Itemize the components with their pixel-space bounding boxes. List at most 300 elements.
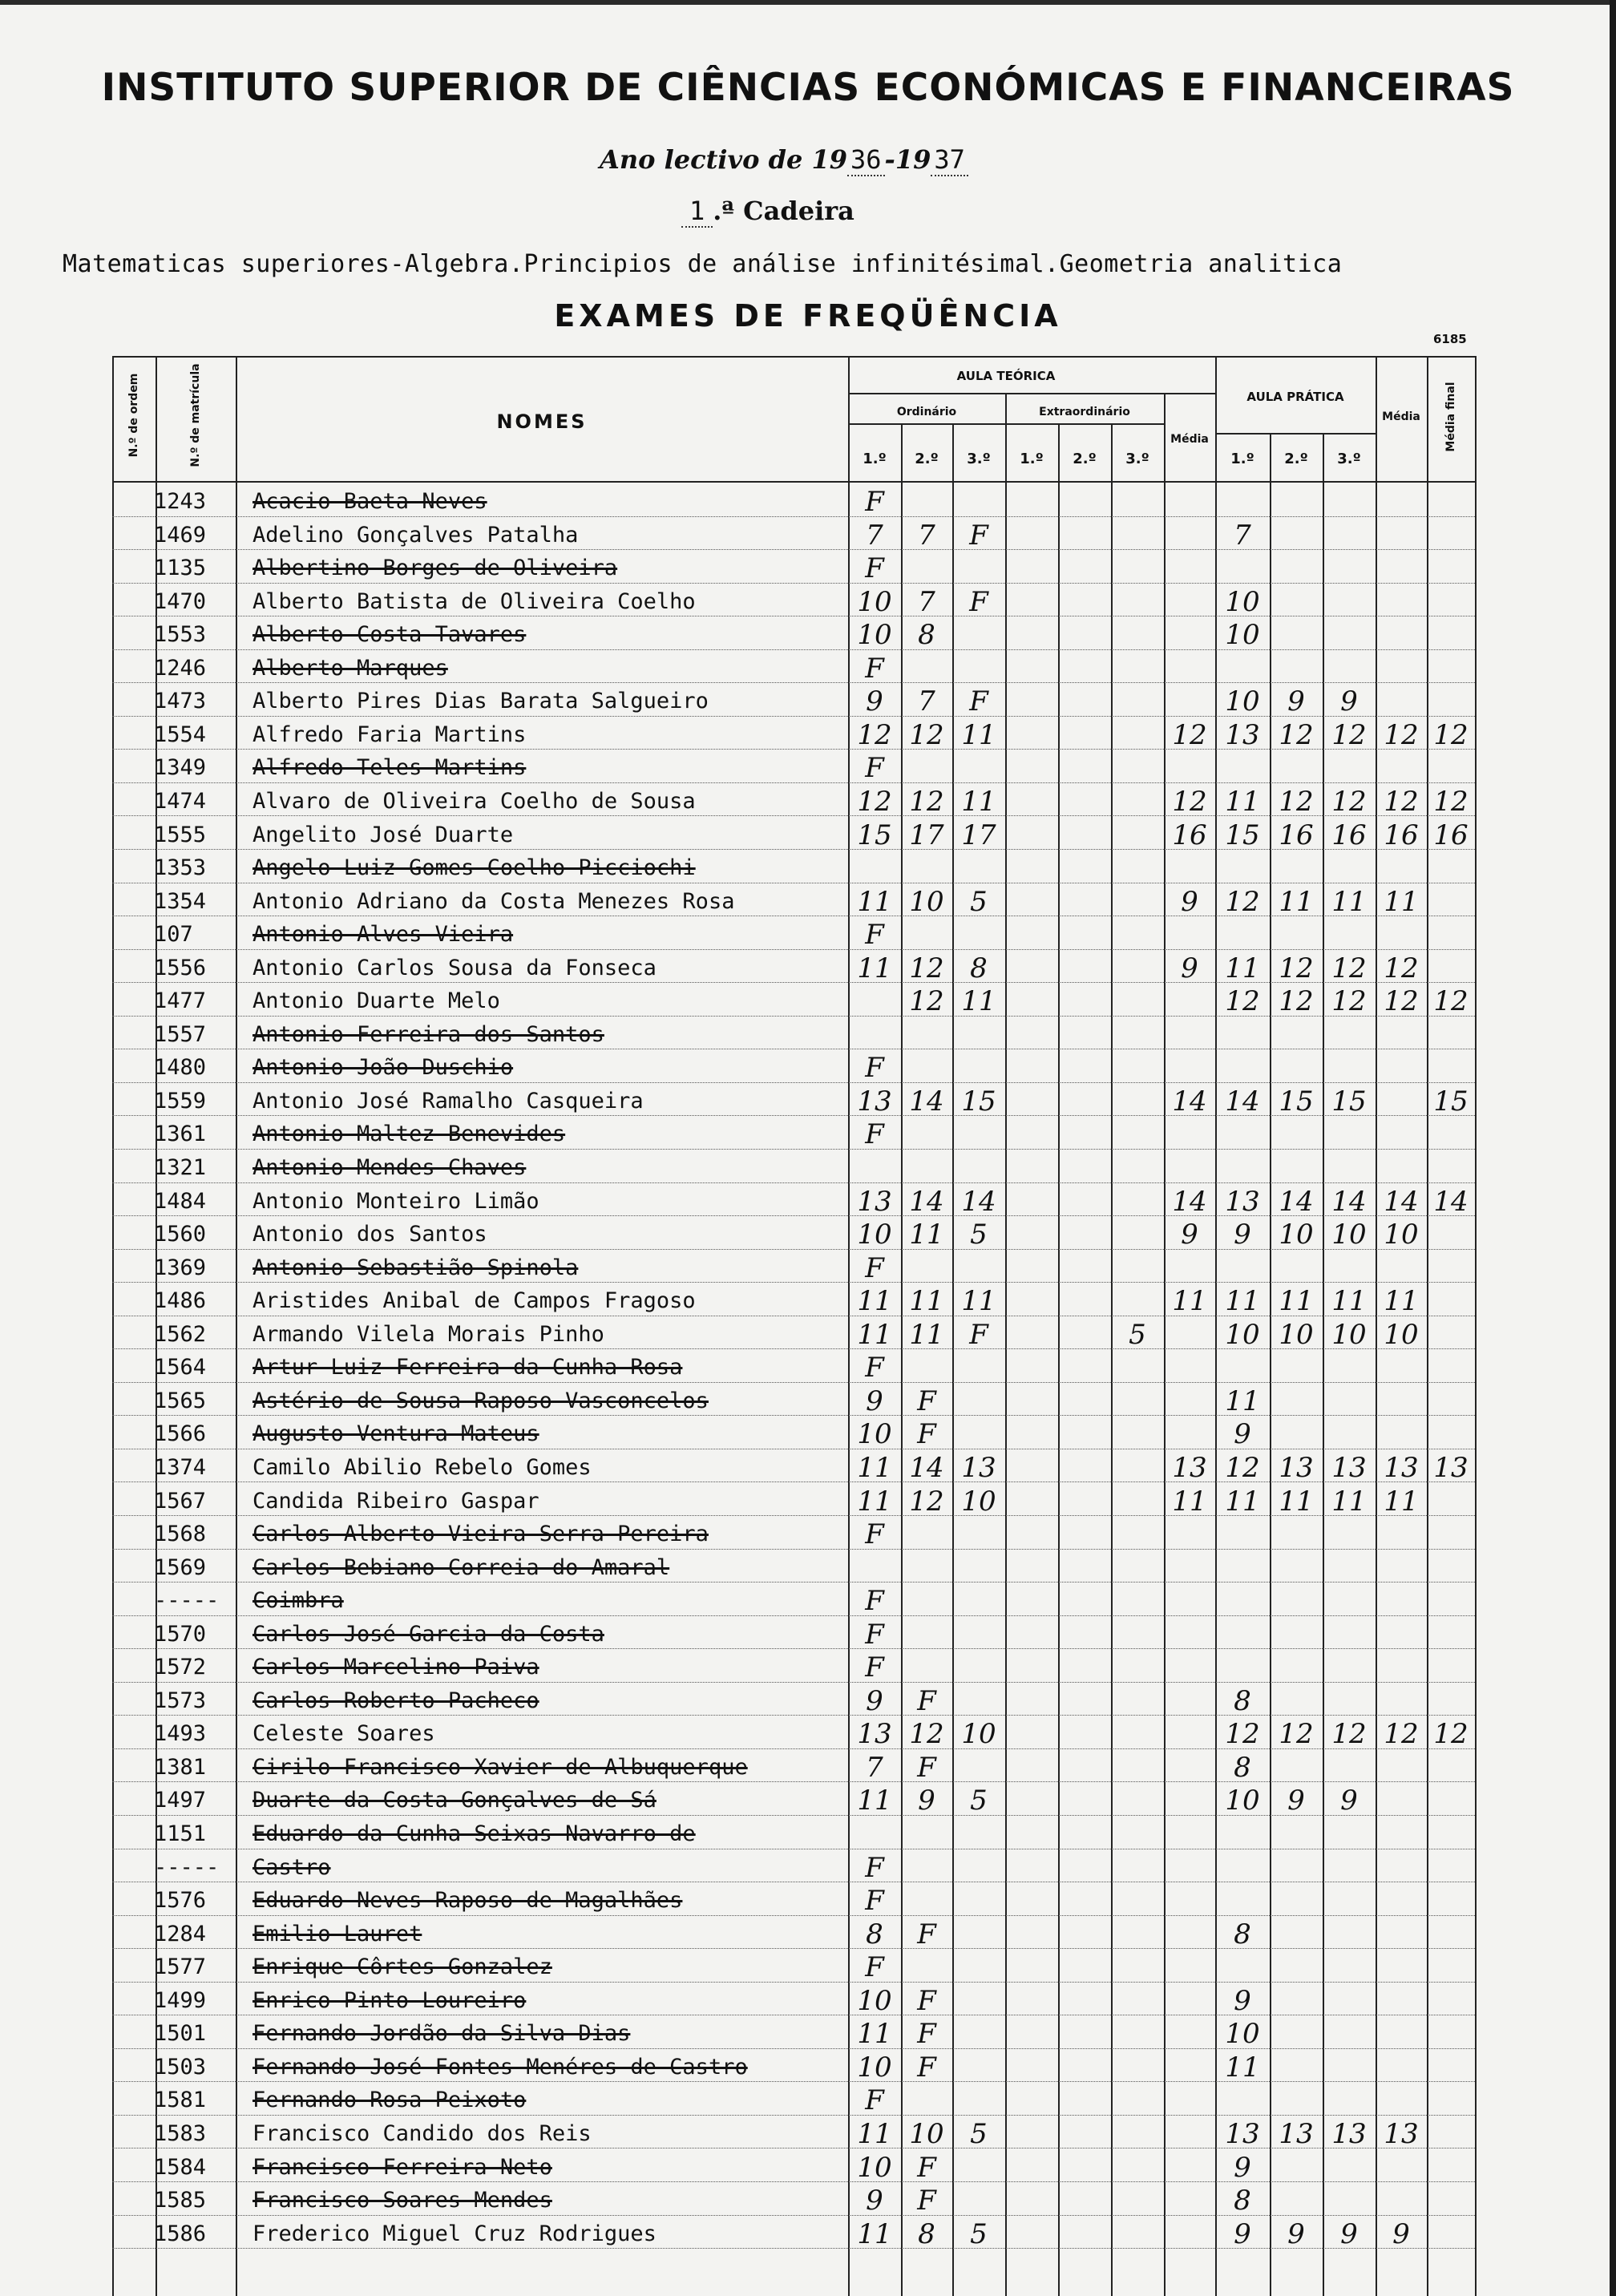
grade-p1: 15	[1225, 819, 1260, 851]
student-name: Alvaro de Oliveira Coelho de Sousa	[252, 788, 696, 814]
grade-o1: 11	[857, 1785, 892, 1817]
student-name: Antonio Adriano da Costa Menezes Rosa	[252, 888, 735, 914]
grade-o1: F	[865, 1352, 884, 1384]
table-row	[112, 583, 1475, 617]
grade-p2: 11	[1279, 1285, 1314, 1318]
grade-o1: F	[865, 1885, 884, 1918]
grade-o3: F	[969, 585, 988, 618]
grade-o2: F	[917, 2051, 936, 2084]
grade-m: 9	[1181, 885, 1198, 918]
grade-pm: 16	[1384, 819, 1419, 851]
grade-p2: 16	[1279, 819, 1314, 851]
grade-o1: 11	[857, 1285, 892, 1318]
matricula-number: 1243	[154, 489, 207, 514]
matricula-number: -----	[154, 1588, 220, 1614]
table-row	[112, 2148, 1475, 2183]
matricula-number: 1470	[154, 588, 207, 614]
matricula-number: 1557	[154, 1021, 207, 1047]
grade-pm: 11	[1384, 885, 1419, 918]
matricula-number: 1284	[154, 1921, 207, 1946]
col-header-nomes: NOMES	[496, 410, 588, 433]
matricula-number: 1361	[154, 1122, 207, 1147]
table-row	[112, 549, 1475, 584]
student-name: Enrique Côrtes Gonzalez	[252, 1954, 552, 1980]
grade-mf: 12	[1433, 718, 1469, 751]
matricula-number: 1562	[154, 1321, 207, 1347]
col-header-media-pratica: Média	[1382, 410, 1420, 423]
table-row	[112, 2215, 1475, 2250]
grade-p3: 12	[1331, 785, 1367, 818]
grade-p2: 9	[1287, 1785, 1305, 1817]
table-row	[112, 1715, 1475, 1749]
grade-o1: F	[865, 1052, 884, 1085]
student-name: Astério de Sousa Raposo Vasconcelos	[252, 1388, 709, 1413]
table-row	[112, 1115, 1475, 1150]
grade-p1: 9	[1234, 1418, 1251, 1451]
year-sep: -19	[884, 144, 931, 175]
grade-o2: 9	[918, 1785, 935, 1817]
grade-o2: 10	[909, 2117, 944, 2150]
grade-p2: 14	[1279, 1185, 1314, 1218]
grade-o1: 7	[866, 519, 883, 552]
student-name: Antonio Duarte Melo	[252, 988, 500, 1014]
grade-o3: 15	[961, 1085, 996, 1118]
grade-p1: 10	[1225, 619, 1260, 652]
sub-header-o2: 2.º	[915, 451, 939, 467]
grade-o1: 12	[857, 718, 892, 751]
student-name: Castro	[252, 1854, 331, 1880]
matricula-number: 1584	[154, 2154, 207, 2180]
student-name: Antonio João Duschio	[252, 1055, 514, 1081]
grade-o3: 14	[961, 1185, 996, 1218]
grade-o3: 11	[961, 1285, 996, 1318]
table-row	[112, 2081, 1475, 2116]
grade-o3: 13	[961, 1451, 996, 1484]
grade-o3: 10	[961, 1485, 996, 1518]
grade-o2: 11	[909, 1285, 944, 1318]
table-row	[112, 1382, 1475, 1417]
grade-mf: 12	[1433, 985, 1469, 1018]
student-name: Angelito José Duarte	[252, 822, 514, 847]
grade-o3: 11	[961, 985, 996, 1018]
student-name: Artur Luiz Ferreira da Cunha Rosa	[252, 1355, 683, 1380]
grade-p1: 8	[1234, 1751, 1251, 1784]
grade-p2: 11	[1279, 885, 1314, 918]
grade-o2: 8	[918, 2217, 935, 2250]
matricula-number: 1477	[154, 988, 207, 1014]
student-name: Alberto Costa Tavares	[252, 622, 527, 648]
grade-o1: F	[865, 1518, 884, 1551]
grade-o1: 7	[866, 1751, 883, 1784]
grade-p2: 9	[1287, 2217, 1305, 2250]
grade-o1: 12	[857, 785, 892, 818]
table-row	[112, 1815, 1475, 1849]
col-header-matricula: N.º de matrícula	[189, 363, 202, 467]
table-row	[112, 716, 1475, 750]
grade-p1: 11	[1225, 952, 1260, 984]
grade-o1: F	[865, 1651, 884, 1684]
grade-p3: 13	[1331, 1451, 1367, 1484]
form-number: 6185	[1433, 332, 1467, 346]
grade-o3: 11	[961, 785, 996, 818]
student-name: Coimbra	[252, 1588, 344, 1614]
scan-edge-right	[1610, 0, 1616, 2296]
grade-o1: F	[865, 1585, 884, 1618]
grade-p1: 12	[1225, 1718, 1260, 1751]
matricula-number: 1503	[154, 2054, 207, 2080]
table-row	[112, 649, 1475, 684]
grade-o3: 5	[970, 1219, 988, 1251]
student-name: Antonio Monteiro Limão	[252, 1188, 539, 1214]
grade-o1: 11	[857, 952, 892, 984]
grade-p1: 8	[1234, 1918, 1251, 1950]
table-row	[112, 483, 1475, 517]
grade-pm: 12	[1384, 985, 1419, 1018]
grade-o1: 10	[857, 1418, 892, 1451]
grade-o1: F	[865, 919, 884, 952]
grade-p1: 13	[1225, 718, 1260, 751]
grade-o1: F	[865, 486, 884, 518]
grade-o1: 13	[857, 1718, 892, 1751]
matricula-number: 1369	[154, 1255, 207, 1280]
grade-o2: 7	[918, 519, 935, 552]
grade-o1: F	[865, 1951, 884, 1984]
grade-p1: 13	[1225, 1185, 1260, 1218]
grade-p3: 12	[1331, 718, 1367, 751]
grade-o2: 10	[909, 885, 944, 918]
grade-pm: 13	[1384, 1451, 1419, 1484]
grade-m: 14	[1172, 1185, 1207, 1218]
grade-mf: 12	[1433, 785, 1469, 818]
student-name: Antonio Maltez Benevides	[252, 1122, 566, 1147]
grade-o2: 17	[909, 819, 944, 851]
grade-p1: 11	[1225, 785, 1260, 818]
cadeira-number: 1	[681, 196, 713, 228]
grade-p3: 12	[1331, 985, 1367, 1018]
table-row	[112, 816, 1475, 851]
table-row	[112, 1849, 1475, 1883]
grade-pm: 14	[1384, 1185, 1419, 1218]
grade-o2: 8	[918, 619, 935, 652]
grade-m: 12	[1172, 785, 1207, 818]
table-row	[112, 1482, 1475, 1517]
table-row	[112, 1282, 1475, 1316]
student-name: Antonio Mendes Chaves	[252, 1155, 527, 1180]
matricula-number: 1381	[154, 1754, 207, 1780]
grade-o1: F	[865, 1851, 884, 1884]
matricula-number: 1565	[154, 1388, 207, 1413]
exam-title: EXAMES DE FREQÜÊNCIA	[554, 298, 1062, 333]
student-name: Enrico Pinto Loureiro	[252, 1987, 527, 2013]
col-divider	[1475, 356, 1477, 2296]
matricula-number: 1473	[154, 689, 207, 714]
grade-m: 12	[1172, 718, 1207, 751]
student-name: Frederico Miguel Cruz Rodrigues	[252, 2221, 656, 2246]
grade-o2: 12	[909, 985, 944, 1018]
grade-m: 9	[1181, 1219, 1198, 1251]
student-name: Eduardo Neves Raposo de Magalhães	[252, 1888, 683, 1914]
grade-o2: 12	[909, 1485, 944, 1518]
grade-o2: 12	[909, 952, 944, 984]
student-name: Adelino Gonçalves Patalha	[252, 522, 579, 548]
table-row	[112, 2048, 1475, 2083]
matricula-number: 1564	[154, 1355, 207, 1380]
grade-o1: 10	[857, 2051, 892, 2084]
grade-o2: F	[917, 2151, 936, 2184]
grade-o2: F	[917, 1384, 936, 1417]
sub-header-p2: 2.º	[1284, 451, 1308, 467]
grade-p2: 12	[1279, 985, 1314, 1018]
table-row	[112, 1781, 1475, 1816]
grade-p1: 10	[1225, 1785, 1260, 1817]
grade-o3: 11	[961, 718, 996, 751]
grade-pm: 11	[1384, 1285, 1419, 1318]
grade-pm: 12	[1384, 952, 1419, 984]
student-name: Acacio Baeta Neves	[252, 489, 487, 514]
table-row	[112, 1682, 1475, 1716]
table-row	[112, 1982, 1475, 2016]
table-row	[112, 1249, 1475, 1283]
grade-p3: 13	[1331, 2117, 1367, 2150]
grade-p1: 8	[1234, 1684, 1251, 1717]
grade-p1: 10	[1225, 685, 1260, 718]
grade-p2: 10	[1279, 1318, 1314, 1351]
sub-header-p1: 1.º	[1230, 451, 1254, 467]
grade-o1: 10	[857, 619, 892, 652]
grade-o1: 9	[866, 2185, 883, 2217]
matricula-number: 1486	[154, 1288, 207, 1314]
grade-o3: 5	[970, 2117, 988, 2150]
table-row	[112, 1149, 1475, 1183]
table-row	[112, 1748, 1475, 1783]
grade-o1: 11	[857, 1318, 892, 1351]
matricula-number: 1585	[154, 2188, 207, 2213]
student-name: Aristides Anibal de Campos Fragoso	[252, 1288, 696, 1314]
grade-p1: 14	[1225, 1085, 1260, 1118]
table-row	[112, 849, 1475, 883]
aula-teorica-underline	[848, 393, 1215, 394]
grade-p3: 11	[1331, 1485, 1367, 1518]
matricula-number: 1246	[154, 655, 207, 681]
grade-p1: 11	[1225, 1384, 1260, 1417]
student-name: Carlos Roberto Pacheco	[252, 1688, 539, 1713]
ordinario-underline	[848, 423, 1164, 425]
matricula-number: 1586	[154, 2221, 207, 2246]
grade-o2: 14	[909, 1185, 944, 1218]
grade-o1: 11	[857, 885, 892, 918]
student-name: Carlos Marcelino Paiva	[252, 1655, 539, 1680]
matricula-number: 1576	[154, 1888, 207, 1914]
academic-year	[600, 144, 968, 175]
grade-p3: 12	[1331, 952, 1367, 984]
table-row	[112, 1049, 1475, 1083]
table-row	[112, 1182, 1475, 1217]
sub-header-o3: 3.º	[967, 451, 991, 467]
grade-m: 11	[1172, 1285, 1207, 1318]
table-row	[112, 1515, 1475, 1550]
year-start: 36	[847, 144, 885, 176]
student-name: Alberto Batista de Oliveira Coelho	[252, 588, 696, 614]
matricula-number: 1567	[154, 1488, 207, 1514]
student-name: Francisco Soares Mendes	[252, 2188, 552, 2213]
grade-p1: 11	[1225, 1485, 1260, 1518]
table-row	[112, 749, 1475, 783]
matricula-number: 1501	[154, 2021, 207, 2047]
grade-o2: F	[917, 2185, 936, 2217]
sub-header-p3: 3.º	[1337, 451, 1361, 467]
grade-mf: 16	[1433, 819, 1469, 851]
student-name: Augusto Ventura Mateus	[252, 1421, 539, 1447]
col-header-ordem: N.º de ordem	[127, 373, 140, 458]
col-header-ordinario: Ordinário	[896, 406, 957, 418]
matricula-number: 1559	[154, 1088, 207, 1114]
grade-o1: 13	[857, 1185, 892, 1218]
student-name: Carlos Bebiano Correia do Amaral	[252, 1554, 670, 1580]
grade-pm: 11	[1384, 1485, 1419, 1518]
grade-o2: F	[917, 1684, 936, 1717]
grade-m: 13	[1172, 1451, 1207, 1484]
grade-o2: 7	[918, 585, 935, 618]
grade-p3: 11	[1331, 885, 1367, 918]
student-name: Fernando José Fontes Menéres de Castro	[252, 2054, 748, 2080]
grade-p3: 12	[1331, 1718, 1367, 1751]
grade-o2: 11	[909, 1318, 944, 1351]
table-row	[112, 782, 1475, 817]
matricula-number: 1469	[154, 522, 207, 548]
grade-o1: 11	[857, 2018, 892, 2051]
matricula-number: 1583	[154, 2120, 207, 2146]
grade-o2: 14	[909, 1451, 944, 1484]
table-row	[112, 616, 1475, 650]
grade-o3: 5	[970, 2217, 988, 2250]
grade-p3: 10	[1331, 1219, 1367, 1251]
grade-o1: 11	[857, 2117, 892, 2150]
table-row	[112, 2115, 1475, 2149]
student-name: Antonio Carlos Sousa da Fonseca	[252, 955, 656, 980]
grade-pm: 12	[1384, 718, 1419, 751]
grade-p1: 8	[1234, 2185, 1251, 2217]
sub-header-e3: 3.º	[1125, 451, 1149, 467]
matricula-number: 1349	[154, 755, 207, 781]
matricula-number: 1374	[154, 1454, 207, 1480]
grade-o3: 10	[961, 1718, 996, 1751]
grade-p1: 10	[1225, 1318, 1260, 1351]
grade-o3: 17	[961, 819, 996, 851]
grade-o1: 11	[857, 1451, 892, 1484]
matricula-number: 107	[154, 922, 193, 948]
table-top-border	[112, 356, 1475, 358]
grade-o3: F	[969, 685, 988, 718]
student-name: Eduardo da Cunha Seixas Navarro de	[252, 1821, 696, 1846]
grade-o1: 8	[866, 1918, 883, 1950]
student-name: Emilio Lauret	[252, 1921, 422, 1946]
grade-pm: 12	[1384, 785, 1419, 818]
grade-p3: 10	[1331, 1318, 1367, 1351]
table-row	[112, 1549, 1475, 1583]
grade-p2: 13	[1279, 2117, 1314, 2150]
grade-o2: F	[917, 1918, 936, 1950]
grade-mf: 14	[1433, 1185, 1469, 1218]
grade-o1: 10	[857, 2151, 892, 2184]
table-row	[112, 916, 1475, 950]
matricula-number: 1581	[154, 2088, 207, 2113]
student-name: Alfredo Faria Martins	[252, 722, 527, 747]
grade-p1: 13	[1225, 2117, 1260, 2150]
grade-p2: 13	[1279, 1451, 1314, 1484]
grade-p3: 14	[1331, 1185, 1367, 1218]
grade-pm: 9	[1392, 2217, 1410, 2250]
student-name: Angelo Luiz Gomes Coelho Picciochi	[252, 855, 696, 881]
table-row	[112, 1215, 1475, 1250]
grade-p2: 12	[1279, 718, 1314, 751]
matricula-number: 1555	[154, 822, 207, 847]
grade-pm: 12	[1384, 1718, 1419, 1751]
grade-mf: 15	[1433, 1085, 1469, 1118]
col-header-media-final: Média final	[1444, 382, 1457, 452]
student-name: Antonio Alves Vieira	[252, 922, 514, 948]
grade-p2: 12	[1279, 952, 1314, 984]
matricula-number: 1569	[154, 1554, 207, 1580]
grade-o2: 12	[909, 785, 944, 818]
grade-p2: 10	[1279, 1219, 1314, 1251]
institution-title: INSTITUTO SUPERIOR DE CIÊNCIAS ECONÓMICAS E FINANCEIRAS	[101, 66, 1515, 110]
grade-pm: 10	[1384, 1219, 1419, 1251]
grade-p1: 9	[1234, 1219, 1251, 1251]
table-row	[112, 883, 1475, 917]
grade-o1: 10	[857, 585, 892, 618]
grade-p1: 10	[1225, 585, 1260, 618]
table-row	[112, 1016, 1475, 1050]
grade-p3: 9	[1340, 685, 1358, 718]
matricula-number: 1570	[154, 1621, 207, 1647]
table-row	[112, 2015, 1475, 2049]
col-header-media: Média	[1170, 433, 1209, 446]
grade-o2: F	[917, 1418, 936, 1451]
student-name: Armando Vilela Morais Pinho	[252, 1321, 604, 1347]
matricula-number: 1321	[154, 1155, 207, 1180]
col-header-aula-pratica: AULA PRÁTICA	[1246, 390, 1344, 404]
table-row	[112, 2181, 1475, 2216]
grade-o1: F	[865, 652, 884, 685]
student-name: Francisco Candido dos Reis	[252, 2120, 592, 2146]
table-row	[112, 1449, 1475, 1483]
grade-o1: 13	[857, 1085, 892, 1118]
grade-p1: 9	[1234, 2217, 1251, 2250]
matricula-number: -----	[154, 1854, 220, 1880]
scan-edge-top	[0, 0, 1616, 5]
grade-o1: F	[865, 2084, 884, 2117]
matricula-number: 1572	[154, 1655, 207, 1680]
matricula-number: 1474	[154, 788, 207, 814]
student-name: Carlos Alberto Vieira Serra Pereira	[252, 1522, 709, 1547]
grade-o2: 12	[909, 718, 944, 751]
grade-p1: 12	[1225, 985, 1260, 1018]
student-name: Alberto Pires Dias Barata Salgueiro	[252, 689, 709, 714]
grade-m: 11	[1172, 1485, 1207, 1518]
cadeira-line	[681, 196, 854, 226]
table-row	[112, 1415, 1475, 1449]
grade-p1: 9	[1234, 2151, 1251, 2184]
table-row	[112, 1615, 1475, 1650]
col-header-aula-teorica: AULA TEÓRICA	[956, 369, 1056, 383]
student-name: Francisco Ferreira Neto	[252, 2154, 552, 2180]
matricula-number: 1484	[154, 1188, 207, 1214]
grade-p2: 12	[1279, 785, 1314, 818]
student-name: Albertino Borges de Oliveira	[252, 556, 618, 581]
grade-p1: 12	[1225, 1451, 1260, 1484]
year-end: 37	[931, 144, 968, 176]
table-row	[112, 682, 1475, 717]
